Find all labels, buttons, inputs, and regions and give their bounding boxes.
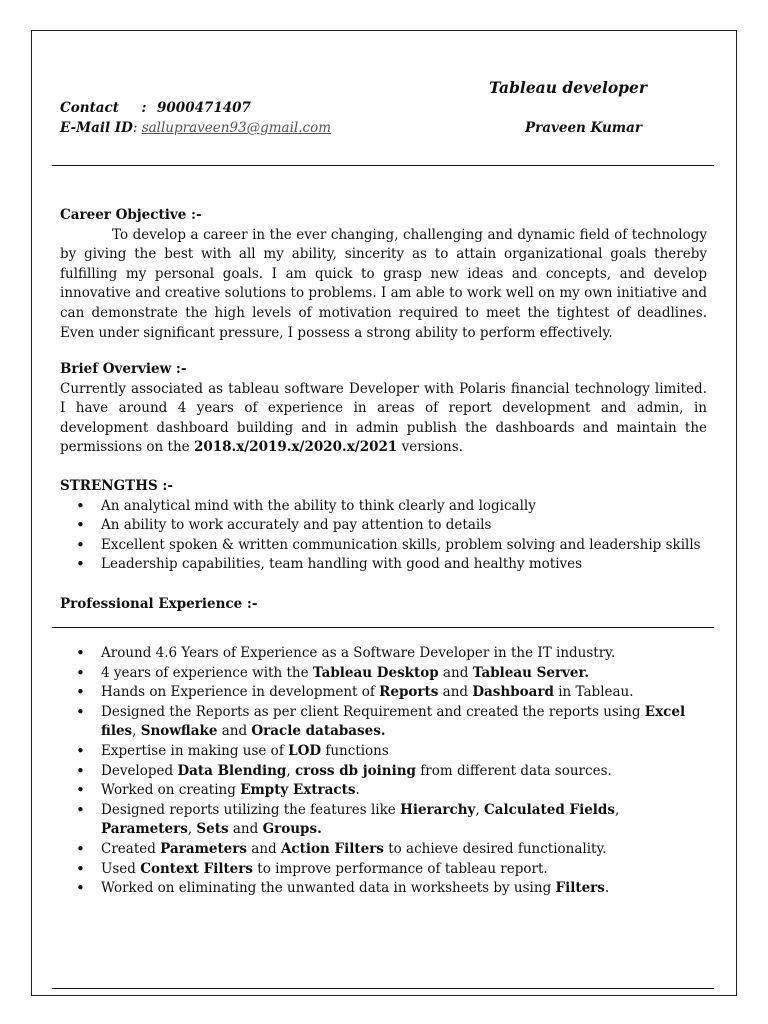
text-run: functions	[321, 742, 389, 759]
bold-text: LOD	[288, 742, 322, 759]
bold-text: Filters	[555, 880, 605, 897]
candidate-name: Praveen Kumar	[525, 120, 642, 136]
bold-text: Parameters	[101, 821, 188, 838]
professional-experience-section	[60, 595, 707, 615]
list-item	[60, 683, 700, 703]
contact-separator: :	[141, 100, 147, 116]
career-objective-section	[60, 206, 707, 343]
list-item	[60, 781, 700, 801]
text-run: Worked on creating	[101, 782, 241, 799]
text-run: Created	[101, 840, 161, 857]
bold-text: Data Blending	[177, 762, 287, 779]
list-item: • Leadership capabilities, team handling with good and healthy motives	[60, 555, 707, 575]
list-item	[60, 801, 700, 840]
bold-text: Oracle databases.	[251, 723, 386, 740]
header-divider	[52, 165, 714, 166]
text-run: ,	[614, 801, 620, 818]
experience-list	[60, 644, 700, 899]
bold-text: Tableau Server.	[472, 664, 590, 681]
bold-text: Groups.	[262, 821, 322, 838]
experience-list-wrapper	[60, 644, 700, 899]
list-item: • An ability to work accurately and pay attention to details	[60, 516, 707, 536]
email-label: E-Mail ID	[60, 120, 133, 136]
strengths-section	[60, 477, 707, 575]
bold-text: cross db joining	[294, 762, 416, 779]
list-item	[60, 879, 700, 899]
contact-line	[60, 100, 251, 116]
bold-text: Excel files	[101, 703, 686, 740]
bold-text: Sets	[196, 821, 229, 838]
brief-overview-body: Currently associated as tableau software Developer with Polaris financial technology limited. I have around 4 years of experience in areas of report development and admin, in development dashboard building and in admin publish the dashboards and maintain the permissions on the	[60, 380, 707, 456]
text-run: and	[438, 684, 473, 701]
contact-label: Contact	[60, 100, 120, 116]
career-objective-heading: Career Objective :-	[60, 207, 202, 223]
section-divider	[52, 627, 714, 628]
versions-suffix: versions.	[397, 439, 463, 456]
text-run: ,	[187, 821, 197, 838]
footer-divider	[52, 988, 714, 989]
bold-text: Reports	[379, 684, 439, 701]
text-run: Hands on Experience in development of	[101, 684, 380, 701]
text-run: and	[438, 664, 473, 681]
tableau-versions: 2018.x/2019.x/2020.x/2021	[193, 439, 398, 456]
bold-text: Dashboard	[472, 684, 554, 701]
bold-text: Snowflake	[140, 723, 218, 740]
text-run: from different data sources.	[416, 762, 612, 779]
text-run: 4 years of experience with the	[101, 664, 313, 681]
list-item	[60, 860, 700, 880]
text-run: Developed	[101, 762, 178, 779]
bold-text: Calculated Fields	[484, 801, 615, 818]
brief-overview-section	[60, 360, 707, 458]
bold-text: Action Filters	[280, 840, 384, 857]
text-run: ,	[475, 801, 484, 818]
text-run: .	[355, 782, 360, 799]
list-item	[60, 664, 700, 684]
bold-text: Context Filters	[140, 860, 253, 877]
career-objective-text: To develop a career in the ever changing, challenging and dynamic field of technology by giving the best with all my ability, sincerity as to attain organizational goals thereby fulfilling my personal goals. I am quick to grasp new ideas and concepts, and develop innovative and creative solutions to problems. I am able to work well on my own initiative and can demonstrate the high levels of motivation required to meet the tightest of deadlines. Even under significant pressure, I possess a strong ability to perform effectively.	[60, 226, 707, 341]
bold-text: Hierarchy	[400, 801, 476, 818]
strengths-heading: STRENGTHS :-	[60, 478, 174, 494]
text-run: Expertise in making use of	[101, 742, 289, 759]
text-run: and	[217, 723, 252, 740]
list-item	[60, 742, 700, 762]
text-run: Worked on eliminating the unwanted data in worksheets by using	[101, 880, 556, 897]
bold-text: Empty Extracts	[240, 782, 356, 799]
list-item	[60, 703, 700, 742]
brief-overview-text	[60, 380, 707, 458]
list-item	[60, 644, 700, 664]
list-item	[60, 840, 700, 860]
bold-text: Tableau Desktop	[312, 664, 439, 681]
job-title: Tableau developer	[489, 78, 648, 97]
text-run: .	[604, 880, 610, 897]
email-link[interactable]: sallupraveen93@gmail.com	[141, 120, 332, 136]
bold-text: Parameters	[160, 840, 247, 857]
list-item	[60, 762, 700, 782]
text-run: to achieve desired functionality.	[383, 840, 607, 857]
text-run: and	[246, 840, 281, 857]
text-run: to improve performance of tableau report.	[253, 860, 548, 877]
text-run: ,	[132, 723, 141, 740]
strengths-list	[60, 497, 707, 575]
text-run: in Tableau.	[553, 684, 634, 701]
text-run: ,	[286, 762, 295, 779]
text-run: Used	[101, 860, 141, 877]
list-item: • Excellent spoken & written communication skills, problem solving and leadership skills	[60, 536, 707, 556]
text-run: Designed the Reports as per client Requirement and created the reports using	[101, 703, 645, 720]
phone-number: 9000471407	[157, 100, 251, 116]
email-line	[60, 120, 331, 136]
text-run: and	[228, 821, 263, 838]
email-colon: :	[132, 120, 138, 136]
text-run: Designed reports utilizing the features like	[101, 801, 401, 818]
professional-experience-heading: Professional Experience :-	[60, 596, 258, 612]
brief-overview-heading: Brief Overview :-	[60, 361, 187, 377]
text-run: Around 4.6 Years of Experience as a Software Developer in the IT industry.	[101, 645, 616, 661]
list-item: • An analytical mind with the ability to think clearly and logically	[60, 497, 707, 517]
